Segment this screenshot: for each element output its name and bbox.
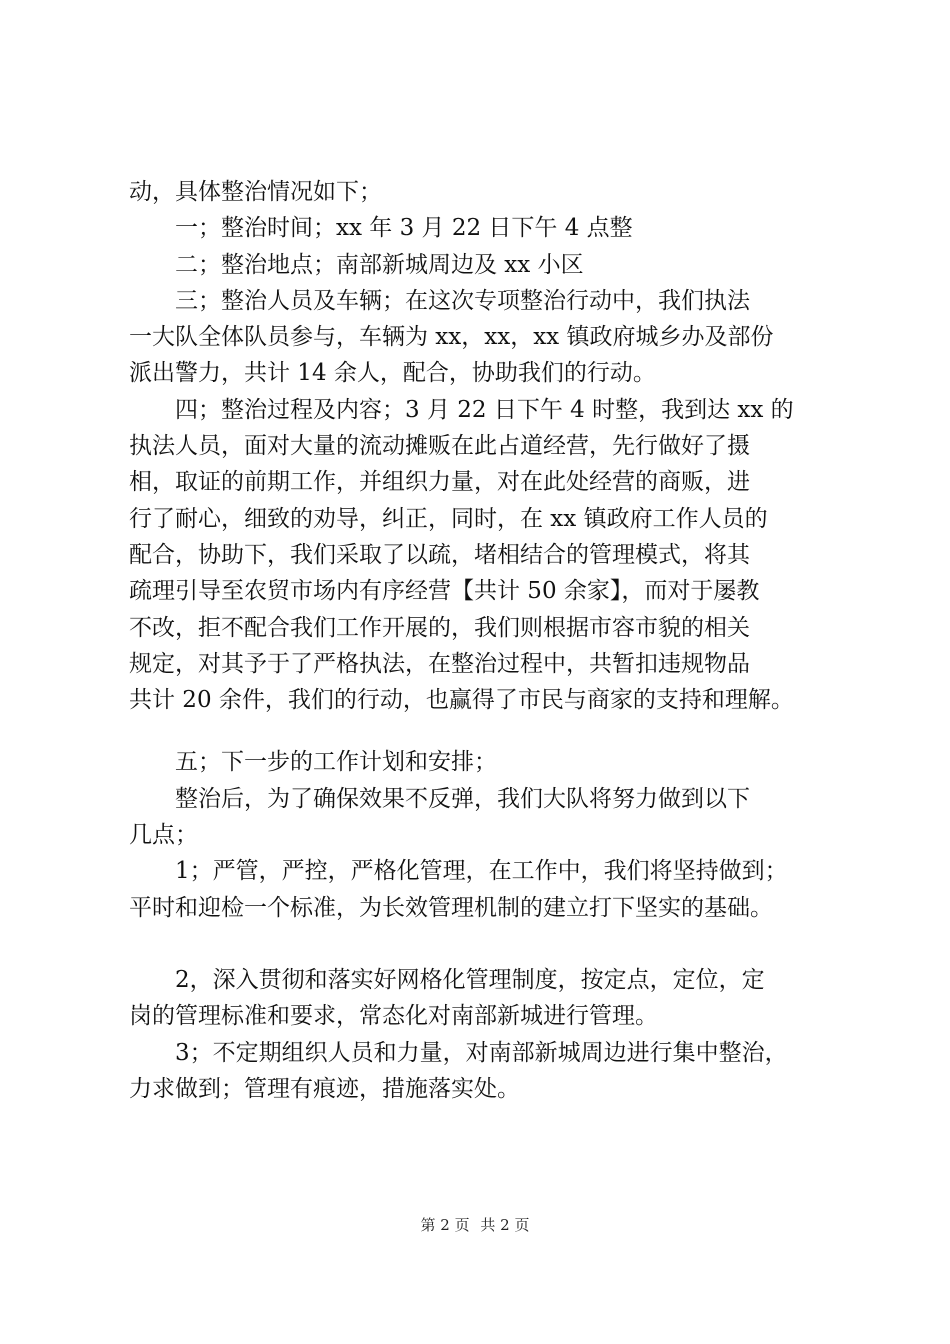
text-line: 几点； xyxy=(129,822,198,849)
paragraph-gap xyxy=(129,718,849,744)
text-line: 动，具体整治情况如下； xyxy=(129,179,382,205)
text-line: 规定，对其予于了严格执法，在整治过程中，共暂扣违规物品 xyxy=(129,650,750,677)
text-line: 共计 20 余件，我们的行动，也赢得了市民与商家的支持和理解。 xyxy=(129,687,794,714)
text-line: 整治后，为了确保效果不反弹，我们大队将努力做到以下 xyxy=(175,785,750,812)
document-body xyxy=(129,174,849,1107)
text-line: 一大队全体队员参与，车辆为 xx，xx，xx 镇政府城乡办及部份 xyxy=(129,324,774,351)
text-line: 2，深入贯彻和落实好网格化管理制度，按定点，定位，定 xyxy=(175,966,765,993)
page-number-total: 共 2 页 xyxy=(480,1216,530,1234)
text-line: 二；整治地点；南部新城周边及 xx 小区 xyxy=(175,251,584,278)
text-line: 平时和迎检一个标准，为长效管理机制的建立打下坚实的基础。 xyxy=(129,894,773,921)
text-line: 派出警力，共计 14 余人，配合，协助我们的行动。 xyxy=(129,360,656,387)
text-line: 三；整治人员及车辆；在这次专项整治行动中，我们执法 xyxy=(175,287,750,314)
text-line: 1；严管，严控，严格化管理，在工作中，我们将坚持做到； xyxy=(175,858,788,885)
text-line: 力求做到；管理有痕迹，措施落实处。 xyxy=(129,1075,520,1102)
text-line: 相，取证的前期工作，并组织力量，对在此处经营的商贩，进 xyxy=(129,469,750,496)
text-line: 五；下一步的工作计划和安排； xyxy=(175,749,497,776)
text-line: 配合，协助下，我们采取了以疏，堵相结合的管理模式，将其 xyxy=(129,541,750,568)
text-line: 行了耐心，细致的劝导，纠正，同时，在 xx 镇政府工作人员的 xyxy=(129,505,768,532)
paragraph-gap xyxy=(129,926,849,962)
text-line: 3；不定期组织人员和力量，对南部新城周边进行集中整治， xyxy=(175,1039,788,1066)
page-number-current: 第 2 页 xyxy=(420,1216,470,1234)
text-line: 岗的管理标准和要求，常态化对南部新城进行管理。 xyxy=(129,1003,658,1030)
text-line: 四；整治过程及内容；3 月 22 日下午 4 时整，我到达 xx 的 xyxy=(175,396,794,423)
text-line: 疏理引导至农贸市场内有序经营【共计 50 余家】，而对于屡教 xyxy=(129,578,760,605)
page-footer xyxy=(0,1214,950,1236)
text-line: 一；整治时间；xx 年 3 月 22 日下午 4 点整 xyxy=(175,215,633,242)
text-line: 不改，拒不配合我们工作开展的，我们则根据市容市貌的相关 xyxy=(129,614,750,641)
text-line: 执法人员，面对大量的流动摊贩在此占道经营，先行做好了摄 xyxy=(129,433,750,460)
